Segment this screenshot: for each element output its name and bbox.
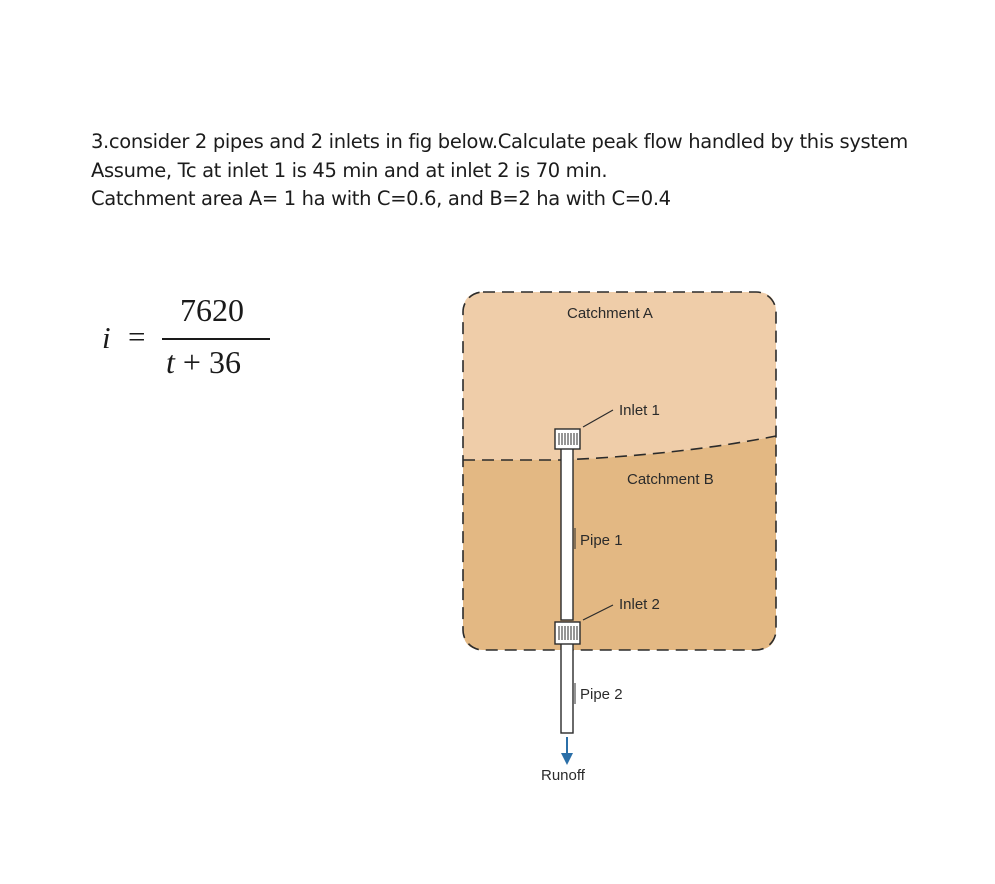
formula-numerator: 7620 [180, 292, 244, 328]
problem-line-3: Catchment area A= 1 ha with C=0.6, and B=2 ha with C=0.4 [91, 187, 671, 210]
catchment-a-label: Catchment A [567, 305, 653, 322]
pipe-1 [561, 448, 573, 620]
runoff-label: Runoff [541, 767, 585, 784]
inlet-2-grate [555, 622, 580, 644]
formula-lhs: i [102, 320, 111, 355]
pipe-2-label: Pipe 2 [580, 686, 623, 703]
catchment-b-label: Catchment B [627, 471, 714, 488]
inlet-1-grate [555, 429, 580, 449]
problem-line-2: Assume, Tc at inlet 1 is 45 min and at inlet 2 is 70 min. [91, 158, 608, 182]
pipe-2 [561, 643, 573, 733]
pipe-1-label: Pipe 1 [580, 532, 623, 549]
runoff-arrow [561, 737, 573, 765]
inlet-2-label: Inlet 2 [619, 596, 660, 613]
formula-denominator-variable: t [166, 344, 175, 380]
problem-line-1: 3.consider 2 pipes and 2 inlets in fig below.Calculate peak flow handled by this system [91, 130, 908, 153]
formula-equals: = [128, 319, 146, 354]
formula-denominator-constant: + 36 [174, 344, 241, 380]
inlet-1-label: Inlet 1 [619, 402, 660, 419]
